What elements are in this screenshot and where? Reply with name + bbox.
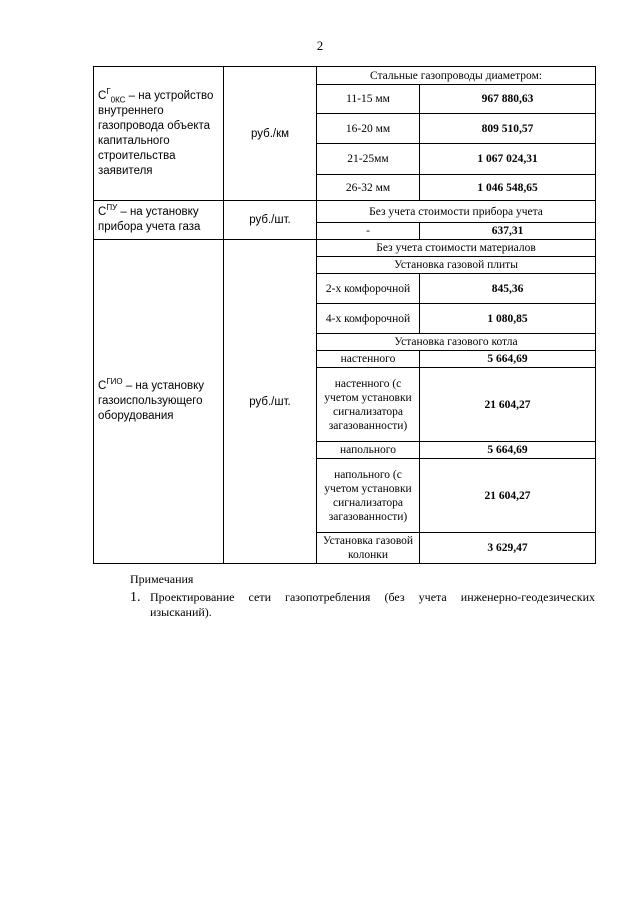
section3-unit: руб./шт. [224, 240, 317, 564]
section1-unit: руб./км [224, 67, 317, 201]
table-row [94, 240, 596, 257]
stove-label: 2-х комфорочной [317, 274, 420, 304]
section2-symbol-sup: ПУ [106, 203, 118, 213]
section2-description: – на установку прибора учета газа [98, 206, 201, 233]
boiler-header: Установка газового котла [317, 334, 596, 351]
section1-description-cell [94, 67, 224, 201]
diameter-value: 1 067 024,31 [420, 144, 596, 175]
section1-symbol: С [98, 89, 107, 102]
section3-symbol: С [98, 380, 107, 392]
section1-symbol-sub: 0КС [110, 94, 126, 104]
diameter-value: 1 046 548,65 [420, 175, 596, 201]
boiler-value: 5 664,69 [420, 351, 596, 368]
boiler-label: настенного (с учетом установки сигнализатора загазованности) [317, 368, 420, 442]
note-text: Проектирование сети газопотребления (без учета инженерно-геодезических изысканий). [150, 590, 595, 619]
section3-description-cell [94, 240, 224, 564]
stove-value: 1 080,85 [420, 304, 596, 334]
diameter-value: 809 510,57 [420, 114, 596, 144]
diameter-label: 16-20 мм [317, 114, 420, 144]
notes-section [130, 572, 595, 620]
tariff-table [93, 66, 596, 564]
diameter-value: 967 880,63 [420, 85, 596, 114]
diameter-label: 11-15 мм [317, 85, 420, 114]
section2-label: - [317, 223, 420, 240]
notes-title: Примечания [130, 572, 194, 586]
section2-description-cell [94, 201, 224, 240]
section3-header: Без учета стоимости материалов [317, 240, 596, 257]
section2-value: 637,31 [420, 223, 596, 240]
stove-value: 845,36 [420, 274, 596, 304]
boiler-label: напольного [317, 442, 420, 459]
section1-symbol-sup: Г [106, 86, 111, 96]
boiler-label: настенного [317, 351, 420, 368]
heater-value: 3 629,47 [420, 533, 596, 564]
heater-label: Установка газовой колонки [317, 533, 420, 564]
section1-description: – на устройство внутреннего газопровода объекта капитального строительства заявителя [98, 89, 214, 177]
boiler-value: 5 664,69 [420, 442, 596, 459]
boiler-label: напольного (с учетом установки сигнализатора загазованности) [317, 459, 420, 533]
section3-symbol-sup: ГИО [106, 377, 123, 387]
boiler-value: 21 604,27 [420, 459, 596, 533]
diameter-label: 21-25мм [317, 144, 420, 175]
diameter-label: 26-32 мм [317, 175, 420, 201]
note-item [130, 590, 595, 620]
section2-symbol: С [98, 206, 107, 218]
page-number: 2 [316, 38, 324, 53]
table-row [94, 67, 596, 85]
boiler-value: 21 604,27 [420, 368, 596, 442]
stove-header: Установка газовой плиты [317, 257, 596, 274]
section3-description: – на установку газоиспользующего оборудования [98, 380, 205, 422]
section2-unit: руб./шт. [224, 201, 317, 240]
stove-label: 4-х комфорочной [317, 304, 420, 334]
table-row [94, 201, 596, 223]
section2-header: Без учета стоимости прибора учета [317, 201, 596, 223]
section1-header: Стальные газопроводы диаметром: [317, 67, 596, 85]
note-number: 1. [130, 590, 141, 605]
